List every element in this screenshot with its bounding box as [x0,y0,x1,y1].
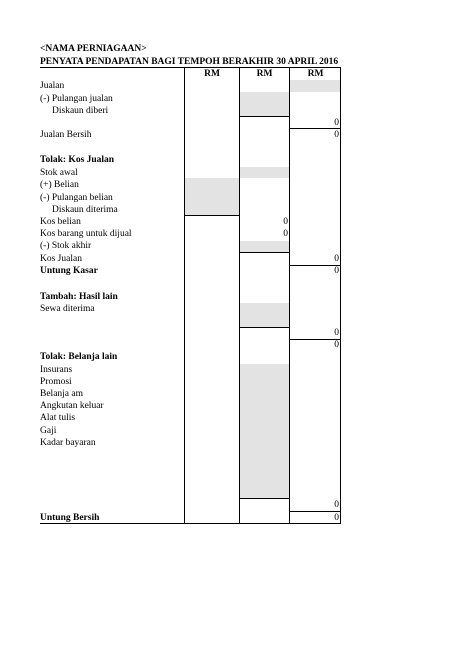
value-kos-jualan: 0 [334,254,339,264]
business-name: <NAMA PERNIAGAAN> [40,44,147,54]
cell-border [184,215,240,216]
value-kos-barang: 0 [283,229,288,239]
column-divider [239,67,240,524]
value-untung-kasar: 0 [334,266,339,276]
label-stok-akhir: (-) Stok akhir [40,241,92,251]
value-hasil-total: 0 [334,328,339,338]
label-alat-tulis: Alat tulis [40,413,76,423]
label-gaji: Gaji [40,426,57,436]
label-tolak-kos-jualan: Tolak: Kos Jualan [40,155,115,165]
column-header-rm-1: RM [204,69,220,79]
cell-border [240,327,290,328]
label-diskaun-diberi: Diskaun diberi [52,106,109,116]
label-jualan: Jualan [40,81,65,91]
label-kos-barang: Kos barang untuk dijual [40,229,132,239]
label-belian: (+) Belian [40,180,79,190]
column-header-rm-3: RM [307,69,324,79]
shaded-cell [240,303,289,327]
label-untung-kasar: Untung Kasar [40,266,98,276]
label-pulangan-belian: (-) Pulangan belian [40,193,113,203]
label-pulangan-jualan: (-) Pulangan jualan [40,94,113,104]
label-kadar-bayaran: Kadar bayaran [40,438,96,448]
shaded-cell [185,178,239,215]
label-tambah-hasil-lain: Tambah: Hasil lain [40,292,118,302]
value-col3: 0 [334,118,339,128]
label-insurans: Insurans [40,365,73,375]
shaded-cell [240,241,289,252]
shaded-cell [240,364,289,498]
label-promosi: Promosi [40,377,72,387]
statement-title: PENYATA PENDAPATAN BAGI TEMPOH BERAKHIR 30 APRIL 2016 [40,57,339,67]
cell-border [240,498,290,499]
label-kos-belian: Kos belian [40,217,81,227]
value-untung-bersih: 0 [334,513,339,523]
value-jualan-bersih: 0 [334,130,339,140]
label-belanja-am: Belanja am [40,389,83,399]
label-untung-bersih: Untung Bersih [40,513,100,523]
label-jualan-bersih: Jualan Bersih [40,130,92,140]
label-diskaun-diterima: Diskaun diterima [52,205,118,215]
shaded-cell [240,167,289,178]
label-stok-awal: Stok awal [40,168,78,178]
shaded-cell [290,80,340,92]
label-sewa-diterima: Sewa diterima [40,304,95,314]
column-divider [340,67,341,524]
column-divider [184,67,185,524]
label-tolak-belanja-lain: Tolak: Belanja lain [40,352,118,362]
value-kos-belian: 0 [283,217,288,227]
value-belanja-total: 0 [334,500,339,510]
cell-border [240,116,290,117]
label-angkutan-keluar: Angkutan keluar [40,401,104,411]
shaded-cell [240,92,289,116]
label-kos-jualan: Kos Jualan [40,254,82,264]
column-header-rm-2: RM [256,69,273,79]
table-top-border [40,67,341,68]
cell-border [240,252,290,253]
value-hasil-sum: 0 [334,340,339,350]
cell-border [290,511,341,512]
